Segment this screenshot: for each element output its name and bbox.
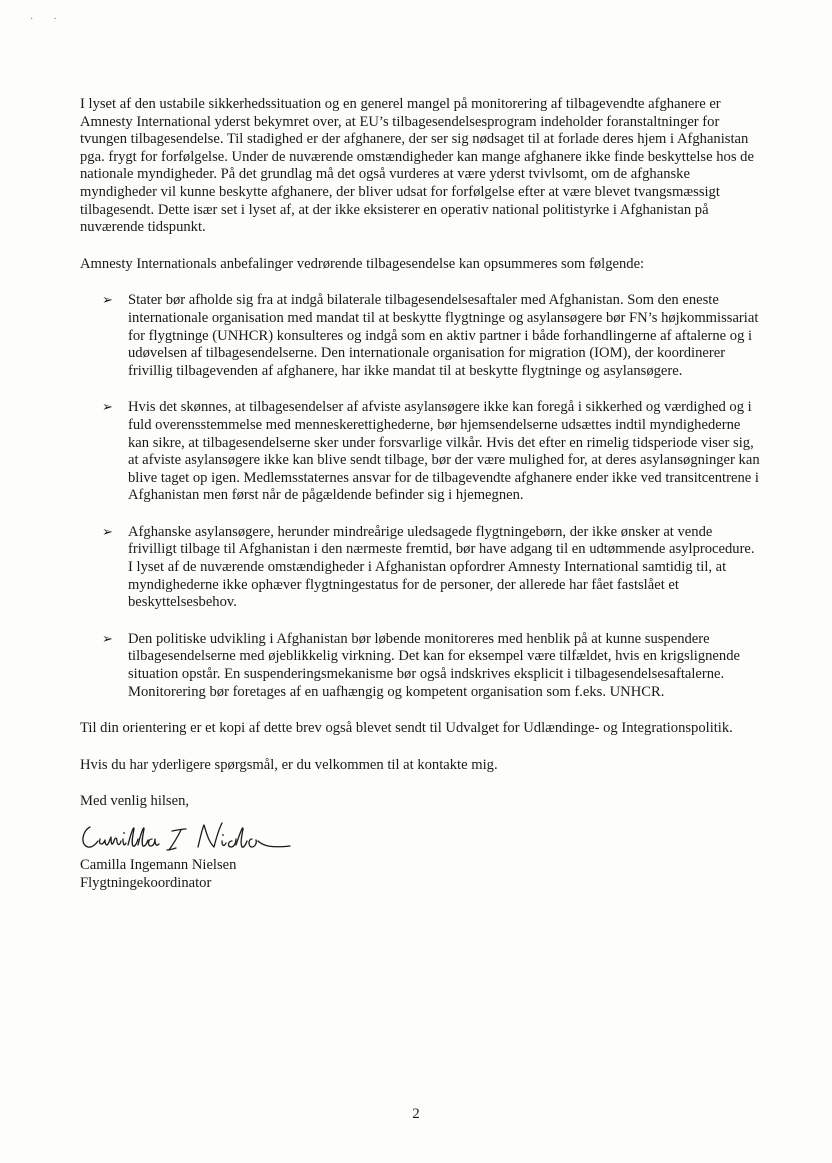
letter-body xyxy=(80,96,760,892)
handwritten-signature-icon xyxy=(76,817,296,855)
recommendations-intro: Amnesty Internationals anbefalinger vedrørende tilbagesendelse kan opsummeres som følgende: xyxy=(80,255,645,272)
orientation-paragraph: Til din orientering er et kopi af dette brev også blevet sendt til Udvalget for Udlændinge- og Integrationspolitik. xyxy=(80,720,733,737)
intro-paragraph: I lyset af den ustabile sikkerhedssituation og en generel mangel på monitorering af tilbagevendte afghanere er Amnesty International yderst bekymret over, at EU’s tilbagesendelsesprogram indeholder foranstaltninger for tvungen tilbagesendelse. Til stadighed er der afghanere, der ser sig nødsaget til at forlade deres hjem i Afghanistan pga. frygt for forfølgelse. Under de nuværende omstændigheder kan mange afghanere ikke finde beskyttelse hos de nationale myndigheder. På det grundlag må det også vurderes at være yderst tvivlsomt, om de afghanske myndigheder vil kunne beskytte afghanere, der bliver udsat for forfølgelse efter at være blevet tvangsmæssigt tilbagesendt. Dette især set i lyset af, at der ikke eksisterer en operativ national politistyrke i Afghanistan på nuværende tidspunkt. xyxy=(80,96,754,236)
recommendation-text: Afghanske asylansøgere, herunder mindreårige uledsagede flygtningebørn, der ikke ønsker at vende frivilligt tilbage til Afghanistan i den nærmeste fremtid, bør have adgang til en udtømmende asylprocedure. I lyset af de nuværende omstændigheder i Afghanistan opfordrer Amnesty International samtidig til, at myndighederne ikke ophæver flygtningestatus for de personer, der allerede har fået fastslået et beskyttelsesbehov. xyxy=(128,523,755,611)
page-number: 2 xyxy=(412,1106,420,1122)
signer-title: Flygtningekoordinator xyxy=(80,874,212,891)
list-item xyxy=(80,631,760,701)
contact-paragraph: Hvis du har yderligere spørgsmål, er du velkommen til at kontakte mig. xyxy=(80,756,498,773)
signer-name: Camilla Ingemann Nielsen xyxy=(80,857,237,873)
recommendations-list xyxy=(80,292,760,701)
recommendation-text: Den politiske udvikling i Afghanistan bør løbende monitoreres med henblik på at kunne suspendere tilbagesendelserne med øjeblikkelig virkning. Det kan for eksempel være tilfældet, hvis en krigslignende situation opstår. En suspenderingsmekanisme bør også indskrives eksplicit i tilbagesendelsesaftalerne. Monitorering bør foretages af en uafhængig og kompetent organisation som f.eks. UNHCR. xyxy=(128,630,740,700)
recommendation-text: Hvis det skønnes, at tilbagesendelser af afviste asylansøgere ikke kan foregå i sikkerhed og værdighed og i fuld overensstemmelse med menneskerettighederne, bør hjemsendelserne udsættes indtil myndighederne kan sikre, at tilbagesendelserne sker under forsvarlige vilkår. Hvis det efter en rimelig tidsperiode viser sig, at afviste asylansøgere ikke kan blive sendt tilbage, bør der være mulighed for, at deres asylansøgninger kan blive taget op igen. Medlemsstaternes ansvar for de tilbagevendte afghanere ender ikke ved transitcentrene i Afghanistan men først når de pågældende befinder sig i hjemegnen. xyxy=(128,399,760,504)
closing-salutation: Med venlig hilsen, xyxy=(80,793,190,810)
list-item xyxy=(80,524,760,612)
arrowhead-bullet-icon: ➢ xyxy=(102,293,113,309)
list-item xyxy=(80,399,760,505)
scan-speck-marks: · · xyxy=(30,14,57,25)
list-item xyxy=(80,292,760,380)
arrowhead-bullet-icon: ➢ xyxy=(102,400,113,416)
arrowhead-bullet-icon: ➢ xyxy=(102,631,113,647)
arrowhead-bullet-icon: ➢ xyxy=(102,524,113,540)
recommendation-text: Stater bør afholde sig fra at indgå bilaterale tilbagesendelsesaftaler med Afghanistan. Som den eneste internationale organisation med mandat til at beskytte flygtninge og asylansøgere bør FN’s højkommissariat for flygtninge (UNHCR) konsulteres og indgå som en aktiv partner i både forhandlingerne af aftalerne og i udøvelsen af tilbagesendelserne. Den internationale organisation for migration (IOM), der koordinerer frivillig tilbagevenden af afghanere, har ikke mandat til at beskytte flygtninge og asylansøgere. xyxy=(128,292,759,379)
